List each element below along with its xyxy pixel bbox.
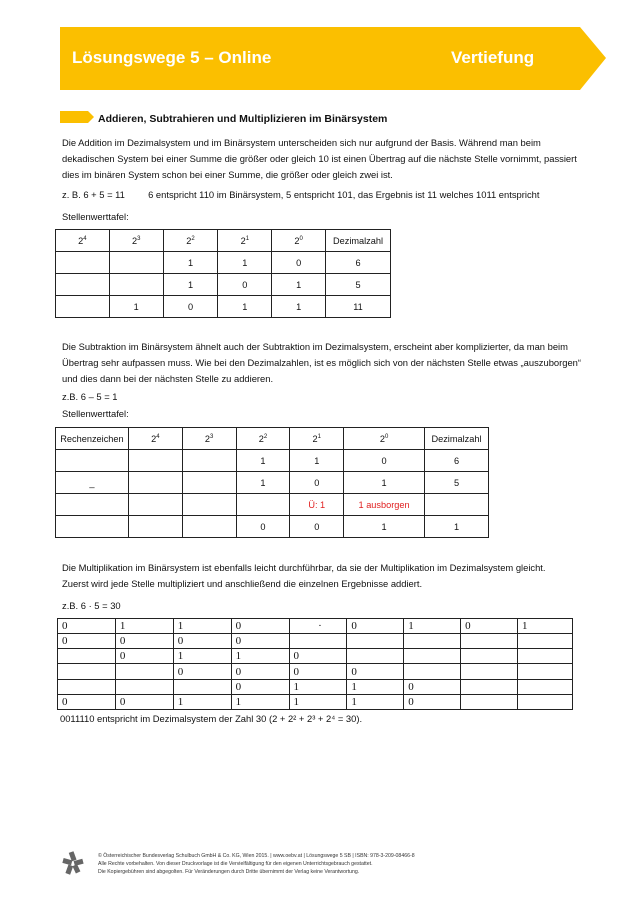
table-row (56, 450, 489, 472)
table-row (56, 274, 391, 296)
addition-table-label: Stellenwerttafel: (62, 211, 129, 222)
table-cell (58, 649, 116, 664)
section-title: Addieren, Subtrahieren und Multiplizieren im Binärsystem (98, 113, 388, 125)
table-cell (518, 634, 573, 649)
table-cell (236, 494, 290, 516)
header-cell: $2^2$ (163, 230, 218, 252)
table-cell: 0 (347, 664, 404, 679)
header-cell: Rechenzeichen (56, 428, 129, 450)
table-cell (461, 664, 518, 679)
table-cell (109, 252, 163, 274)
table-cell: 5 (425, 472, 489, 494)
footer-line-1: © Österreichischer Bundesverlag Schulbuch GmbH & Co. KG, Wien 2015. | www.oebv.at | Lösungswege 5 SB | ISBN: 978-3-209-08466-8 (98, 853, 415, 859)
addition-intro-1: Die Addition im Dezimalsystem und im Binärsystem unterscheiden sich nur aufgrund der Basis. Während man beim (62, 137, 541, 148)
table-cell (109, 274, 163, 296)
table-cell: 6 (425, 450, 489, 472)
table-cell: 1 (236, 450, 290, 472)
subtraction-table-label: Stellenwerttafel: (62, 408, 129, 419)
table-cell: 0 (115, 634, 173, 649)
table-cell (347, 649, 404, 664)
table-row (56, 472, 489, 494)
table-cell: 0 (404, 694, 461, 709)
multiplication-example: z.B. 6 · 5 = 30 (62, 600, 121, 611)
table-cell: 0 (173, 664, 231, 679)
table-cell: 0 (58, 619, 116, 634)
header-cell: $2^1$ (290, 428, 344, 450)
header-cell: $2^3$ (109, 230, 163, 252)
table-cell (128, 472, 182, 494)
table-cell (425, 494, 489, 516)
subtraction-intro-3: und dies dann bei der nächsten Stelle zu addieren. (62, 373, 274, 384)
table-cell: 0 (231, 664, 289, 679)
table-row (58, 679, 573, 694)
header-cell: $2^0$ (272, 230, 326, 252)
table-cell: 0 (272, 252, 326, 274)
table-cell: 1 (163, 274, 218, 296)
table-cell: _ (56, 472, 129, 494)
table-row (56, 516, 489, 538)
section-marker-icon (60, 111, 94, 123)
table-cell (56, 494, 129, 516)
table-cell: 1 (344, 516, 425, 538)
table-cell (404, 664, 461, 679)
table-header-row (56, 230, 391, 252)
table-cell (128, 516, 182, 538)
table-cell (518, 664, 573, 679)
table-cell (182, 494, 236, 516)
multiplication-intro-2: Zuerst wird jede Stelle multipliziert und anschließend die einzelnen Ergebnisse addiert. (62, 578, 423, 589)
table-cell (58, 664, 116, 679)
table-cell (115, 664, 173, 679)
table-cell: 0 (404, 679, 461, 694)
table-row (56, 252, 391, 274)
table-cell: 0 (289, 664, 347, 679)
table-cell: · (289, 619, 347, 634)
footer-line-2: Alle Rechte vorbehalten. Von dieser Druckvorlage ist die Vervielfältigung für den eigenen Unterrichtsgebrauch gestattet. (98, 861, 373, 868)
table-cell (182, 516, 236, 538)
table-cell: 1 (109, 296, 163, 318)
table-cell: 1 (218, 296, 272, 318)
table-cell (518, 649, 573, 664)
table-cell: 1 (272, 296, 326, 318)
table-cell (182, 450, 236, 472)
table-cell: 0 (163, 296, 218, 318)
multiplication-result: 0011110 entspricht im Dezimalsystem der Zahl 30 (2 + 2² + 2³ + 2⁴ = 30). (60, 713, 363, 724)
table-cell: 1 (347, 679, 404, 694)
table-cell (128, 494, 182, 516)
table-cell: 0 (58, 694, 116, 709)
table-cell: 0 (231, 619, 289, 634)
table-cell (56, 450, 129, 472)
table-cell: 1 (344, 472, 425, 494)
borrow-cell: 1 ausborgen (344, 494, 425, 516)
subtraction-example: z.B. 6 – 5 = 1 (62, 391, 118, 402)
table-row (58, 694, 573, 709)
table-cell: 0 (290, 472, 344, 494)
table-cell (347, 634, 404, 649)
table-cell (404, 634, 461, 649)
table-cell: 1 (290, 450, 344, 472)
table-cell: 1 (173, 694, 231, 709)
table-cell: 1 (272, 274, 326, 296)
header-cell: $2^2$ (236, 428, 290, 450)
multiplication-table (57, 618, 573, 710)
header-cell: Dezimalzahl (326, 230, 391, 252)
table-cell (58, 679, 116, 694)
table-cell: 1 (236, 472, 290, 494)
table-cell: 1 (231, 649, 289, 664)
table-cell: 6 (326, 252, 391, 274)
table-cell: 1 (163, 252, 218, 274)
table-cell: 0 (115, 694, 173, 709)
table-cell: 1 (173, 649, 231, 664)
table-cell: 0 (290, 516, 344, 538)
table-cell (56, 296, 110, 318)
table-cell (404, 649, 461, 664)
subtraction-intro-1: Die Subtraktion im Binärsystem ähnelt auch der Subtraktion im Dezimalsystem, erscheint aber komplizierter, da man beim (62, 341, 568, 352)
table-cell: 0 (347, 619, 404, 634)
table-cell (461, 649, 518, 664)
table-cell: 11 (326, 296, 391, 318)
table-cell: 0 (231, 679, 289, 694)
footer-line-3: Die Kopiergebühren sind abgegolten. Für Veränderungen durch Dritte übernimmt der Verlag keine Verantwortung. (98, 869, 360, 876)
table-row (58, 634, 573, 649)
header-title: Lösungswege 5 – Online (72, 48, 272, 67)
table-cell (56, 274, 110, 296)
table-cell: 1 (518, 619, 573, 634)
header-cell: $2^4$ (56, 230, 110, 252)
table-cell: 1 (347, 694, 404, 709)
subtraction-intro-2: Übertrag sehr aufpassen muss. Wie bei den Dezimalzahlen, ist es möglich sich von der nächsten Stelle etwas „auszuborgen“ (62, 357, 582, 368)
header-cell: Dezimalzahl (425, 428, 489, 450)
table-cell: 1 (173, 619, 231, 634)
table-cell (182, 472, 236, 494)
table-cell (128, 450, 182, 472)
table-cell (115, 679, 173, 694)
table-row (56, 494, 489, 516)
footer (98, 852, 415, 877)
table-row (58, 664, 573, 679)
table-cell: 0 (218, 274, 272, 296)
table-row (58, 649, 573, 664)
header-cell: $2^0$ (344, 428, 425, 450)
table-cell (461, 634, 518, 649)
header-banner (60, 27, 606, 90)
table-cell: 0 (236, 516, 290, 538)
table-cell (461, 694, 518, 709)
table-header-row (56, 428, 489, 450)
table-row (56, 296, 391, 318)
carry-cell: Ü: 1 (290, 494, 344, 516)
table-cell: 0 (231, 634, 289, 649)
header-section: Vertiefung (451, 48, 535, 67)
multiplication-intro-1: Die Multiplikation im Binärsystem ist ebenfalls leicht durchführbar, da sie der Multiplikation im Dezimalsystem gleicht. (62, 562, 546, 573)
table-cell: 1 (289, 694, 347, 709)
header-cell: $2^4$ (128, 428, 182, 450)
table-cell: 1 (425, 516, 489, 538)
header-cell: $2^3$ (182, 428, 236, 450)
addition-example-text: 6 entspricht 110 im Binärsystem, 5 entspricht 101, das Ergebnis ist 11 welches 1011 entspricht (148, 189, 540, 200)
addition-intro-3: dies im binären System schon bei einer Summe, die größer oder gleich zwei ist. (62, 169, 393, 180)
header-cell: $2^1$ (218, 230, 272, 252)
table-cell: 1 (289, 679, 347, 694)
table-cell: 1 (115, 619, 173, 634)
table-cell: 0 (461, 619, 518, 634)
addition-example (62, 187, 582, 203)
table-cell (289, 634, 347, 649)
publisher-logo-icon (60, 850, 86, 876)
table-cell: 1 (218, 252, 272, 274)
table-cell: 0 (115, 649, 173, 664)
addition-example-label: z. B. 6 + 5 = 11 (62, 189, 125, 200)
table-cell: 0 (289, 649, 347, 664)
table-cell: 1 (231, 694, 289, 709)
table-cell (56, 516, 129, 538)
table-cell: 0 (344, 450, 425, 472)
table-cell (518, 694, 573, 709)
table-cell (461, 679, 518, 694)
subtraction-table (55, 427, 489, 538)
table-row (58, 619, 573, 634)
table-cell (518, 679, 573, 694)
table-cell: 5 (326, 274, 391, 296)
addition-table (55, 229, 391, 318)
table-cell (173, 679, 231, 694)
table-cell (56, 252, 110, 274)
table-cell: 0 (58, 634, 116, 649)
table-cell: 0 (173, 634, 231, 649)
table-cell: 1 (404, 619, 461, 634)
addition-intro-2: dekadischen System bei einer Summe die größer oder gleich 10 ist einen Übertrag auf die nächste Stelle vornimmt, passiert (62, 153, 577, 164)
